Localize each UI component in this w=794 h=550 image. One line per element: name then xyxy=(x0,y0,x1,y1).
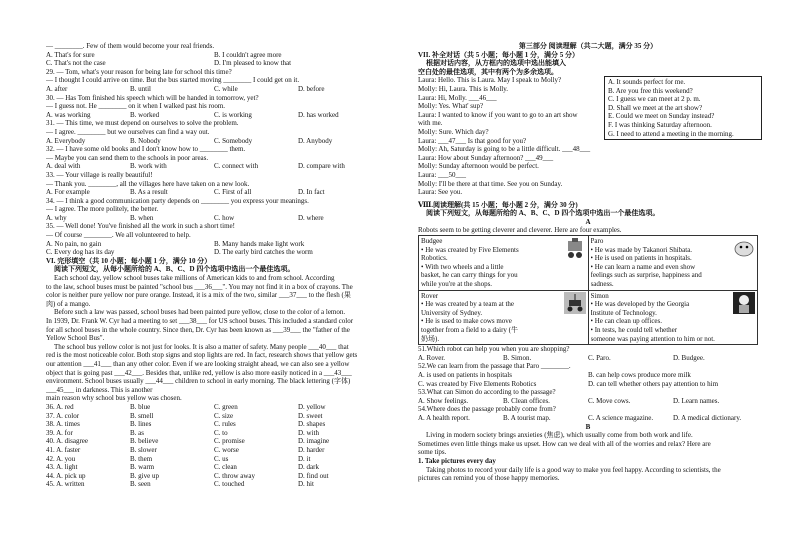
question-option: C. is working xyxy=(214,110,252,119)
question-sub: — Thank you. ________, all the villages here have taken on a new look. xyxy=(46,179,250,188)
cloze-option: D. shapes xyxy=(298,420,326,429)
reading-option: A. is used on patients in hospitals xyxy=(418,370,512,379)
reading-question-stem: 52.We can learn from the passage that Paro ________. xyxy=(418,362,571,371)
cloze-option: 37. A. color xyxy=(46,411,80,420)
paro-robot-image xyxy=(733,237,755,259)
robot-desc-line: • In tests, he could tell whether xyxy=(590,326,678,334)
robot-desc-line: Robotics. xyxy=(421,254,448,263)
question-option: B. Nobody xyxy=(130,136,161,145)
cloze-option: 36. A. red xyxy=(46,402,74,411)
q28-option-c: C. That's not the case xyxy=(46,59,106,68)
dialogue-line: Laura: How about Sunday afternoon? ___49___ xyxy=(418,153,554,162)
cloze-option-row xyxy=(46,472,382,481)
dialogue-option: D. Shall we meet at the art show? xyxy=(608,103,703,112)
question-options-row xyxy=(46,85,382,94)
cloze-line: In 1939, Dr. Frank W. Cyr had a meeting to set ___38___ for US school buses. This included a standard color xyxy=(46,317,354,325)
question-options-row xyxy=(46,240,382,249)
question-option: A. For example xyxy=(46,188,90,197)
question-options-row xyxy=(46,111,382,120)
reading-option: C. Paro. xyxy=(588,353,611,362)
cloze-option-row xyxy=(46,429,382,438)
cloze-option-row xyxy=(46,420,382,429)
tip1-line: pictures can remind you of those happy memories. xyxy=(418,474,560,483)
robot-budgee-text xyxy=(421,237,519,289)
question-option: A. deal with xyxy=(46,162,81,171)
cloze-option: B. lines xyxy=(130,420,152,429)
robot-desc-line: • With two wheels and a little xyxy=(421,262,504,271)
cloze-option: C. to xyxy=(214,428,228,437)
robot-desc-line: • He was created by Five Elements xyxy=(421,245,519,254)
cloze-option: B. seen xyxy=(130,480,151,489)
robots-table xyxy=(418,235,758,345)
robots-row-1 xyxy=(419,236,758,291)
cloze-option: 43. A. light xyxy=(46,463,78,472)
left-column xyxy=(46,42,382,489)
question-sub: — I agree. ________ but we ourselves can find a way out. xyxy=(46,127,210,136)
question-option: C. how xyxy=(214,213,235,222)
robots-row-2 xyxy=(419,290,758,345)
section8-title: Ⅷ.阅读理解(共 15 小题；每小题 2 分，满分 30 分) xyxy=(418,200,578,209)
robot-cell-paro xyxy=(588,236,758,291)
robot-name: Rover xyxy=(421,291,439,300)
cloze-option: D. hit xyxy=(298,480,314,489)
passage-b-line: some tips. xyxy=(418,448,447,457)
question-option: A. Everybody xyxy=(46,136,86,145)
question-option: D. In fact xyxy=(298,188,325,197)
question-sub: — Maybe you can send them to the schools in poor areas. xyxy=(46,153,209,162)
question-option: B. Many hands make light work xyxy=(214,239,305,248)
budgee-robot-image xyxy=(564,237,586,259)
robot-name: Paro xyxy=(590,237,604,246)
question-option: D. before xyxy=(298,84,325,93)
reading-question-stem: 54.Where does the passage probably come from? xyxy=(418,405,556,414)
question-option: C. Every dog has its day xyxy=(46,248,115,257)
cloze-passage xyxy=(46,274,382,403)
q28-option-b: B. I couldn't agree more xyxy=(214,50,282,59)
robot-name: Budgee xyxy=(421,237,443,246)
question-option: B. worked xyxy=(130,110,160,119)
dialogue-line: Laura: ___47___ Is that good for you? xyxy=(418,136,527,145)
dialogue-line: Laura: I wanted to know if you want to go to an art show xyxy=(418,110,578,119)
reading-option: B. A tourist map. xyxy=(503,413,551,422)
robot-desc-line: • He was created by a team at the xyxy=(421,300,515,309)
cloze-line: Before such a law was passed, school buses had been painted pure yellow, close to the color of a lemon. xyxy=(54,308,346,317)
question-option: C. connect with xyxy=(214,162,259,171)
simon-robot-image xyxy=(733,292,755,314)
robot-desc-line: sadness. xyxy=(590,280,614,289)
reading-option: B. can help cows produce more milk xyxy=(588,370,691,379)
reading-option: B. Simon. xyxy=(503,353,532,362)
cloze-line: object that is going past ___42___. Besides that, unlike red, yellow is also more easily noticed in a ___43___ xyxy=(46,368,352,377)
question-option: A. why xyxy=(46,213,67,222)
reading-option: D. Learn names. xyxy=(673,396,720,405)
section7-instruction-2: 空白处的最佳选项，其中有两个为多余选项。 xyxy=(418,67,558,76)
robot-desc-line: • He is used to make cows move xyxy=(421,317,512,326)
cloze-option-row xyxy=(46,446,382,455)
section7-title: VII. 补全对话（共 5 小题；每小题 1 分，满分 5 分） xyxy=(418,50,580,59)
cloze-line: to the law, school buses must be painted "school bus ___36___". You may not find it in a box of crayons. The xyxy=(46,282,353,291)
dialogue-line: Laura: ___50___ xyxy=(418,170,467,179)
question-option: B. until xyxy=(130,84,152,93)
robot-desc-line: feelings such as surprise, happiness and xyxy=(590,271,702,280)
robot-desc-line: • He is used on patients in hospitals. xyxy=(590,254,692,263)
cloze-line: environment. School buses usually ___44___ children to school in early morning. The black lettering (字体) xyxy=(46,377,351,386)
dialogue-line: Molly: Hi, Laura. This is Molly. xyxy=(418,84,509,93)
cloze-option: B. them xyxy=(130,454,153,463)
dialogue-line: Molly: I'll be there at that time. See you on Sunday. xyxy=(418,179,563,188)
question-stem: 31. — This time, we must depend on ourselves to solve the problem. xyxy=(46,119,239,128)
cloze-line: 肉) of a mango. xyxy=(46,299,91,308)
cloze-option-row xyxy=(46,412,382,421)
robot-cell-budgee xyxy=(419,236,589,291)
robot-desc-line: • He can learn a name and even show xyxy=(590,262,696,271)
dialogue-option: F. I was thinking Saturday afternoon. xyxy=(608,120,712,129)
robot-desc-line: • He was developed by the Georgia xyxy=(590,300,690,309)
reading-question-stem: 53.What can Simon do according to the passage? xyxy=(418,388,556,397)
dialogue-option: G. I need to attend a meeting in the morning. xyxy=(608,129,734,138)
cloze-line: Yellow School Bus". xyxy=(46,334,105,343)
cloze-option: D. dark xyxy=(298,463,319,472)
section6-instruction: 阅读下列短文，从每小题所给的 A、B、C、D 四个选项中选出一个最佳选项。 xyxy=(54,265,295,274)
robot-cell-rover xyxy=(419,290,589,345)
q28-answer-line: — ________. Few of them would become your real friends. xyxy=(46,42,215,50)
reading-options-row xyxy=(418,380,758,389)
dialogue-lines xyxy=(418,76,604,196)
question-sub: — I thought I could arrive on time. But the bus started moving ________ I could get on it. xyxy=(46,76,300,85)
cloze-option: D. sweet xyxy=(298,411,323,420)
question-stem: 35. — Well done! You've finished all the work in such a short time! xyxy=(46,222,235,231)
cloze-option: B. slower xyxy=(130,445,157,454)
robot-desc-line: • He can clean up offices. xyxy=(590,317,663,326)
robot-cell-simon xyxy=(588,290,758,345)
dialogue-option: C. I guess we can meet at 2 p. m. xyxy=(608,95,701,104)
cloze-option-row xyxy=(46,455,382,464)
q28-option-d: D. I'm pleased to know that xyxy=(214,59,292,68)
question-option: D. Anybody xyxy=(298,136,333,145)
robot-desc-line: basket, he can carry things for you xyxy=(421,271,518,280)
passage-b xyxy=(418,431,758,457)
cloze-option-row xyxy=(46,403,382,412)
reading-option: D. A medical dictionary. xyxy=(673,413,742,422)
reading-option: D. Budgee. xyxy=(673,353,705,362)
cloze-option: B. warm xyxy=(130,463,155,472)
passage-a-label: A xyxy=(585,217,591,226)
cloze-options xyxy=(46,403,382,489)
robot-desc-line: together from a field to a dairy (牛 xyxy=(421,326,518,334)
reading-option: C. was created by Five Elements Robotics xyxy=(418,379,537,388)
question-option: A. after xyxy=(46,84,68,93)
question-stem: 30. — Has Tom finished his speech which will be handed in tomorrow, yet? xyxy=(46,93,259,102)
robot-desc-line: while you're at the shops. xyxy=(421,280,493,289)
section6-title: VI. 完形填空（共 10 小题；每小题 1 分，满分 10 分） xyxy=(46,256,212,265)
cloze-option: D. it xyxy=(298,454,311,463)
cloze-option: C. clean xyxy=(214,463,237,472)
cloze-option: 45. A. written xyxy=(46,480,85,489)
reading-options-row xyxy=(418,371,758,380)
reading-option: B. Clean offices. xyxy=(503,396,550,405)
q28-option-a: A. That's for sure xyxy=(46,50,95,59)
dialogue-option: A. It sounds perfect for me. xyxy=(608,78,686,86)
q28-options-row1 xyxy=(46,51,382,60)
question-option: C. while xyxy=(214,84,238,93)
dialogue-line: Molly: Sure. Which day? xyxy=(418,127,489,136)
passage-b-line: Living in modern society brings anxieties (焦虑), which usually come from both work and life. xyxy=(426,431,693,440)
section7-instruction-1: 根据对话内容，从方框内的选项中选出能填入 xyxy=(426,59,566,68)
cloze-option: C. rules xyxy=(214,420,236,429)
cloze-line: Each school day, yellow school buses take millions of American kids to and from school. According xyxy=(54,274,335,283)
cloze-line: ___45___ in darkness. This is another xyxy=(46,385,153,394)
right-column xyxy=(418,42,758,483)
cloze-option: B. believe xyxy=(130,437,159,446)
reading-questions xyxy=(418,345,758,422)
dialogue-line: Molly: Sunday afternoon would be perfect. xyxy=(418,162,539,171)
cloze-option: D. harder xyxy=(298,445,325,454)
cloze-option: 41. A. faster xyxy=(46,445,81,454)
question-options-row xyxy=(46,188,382,197)
question-option: A. was working xyxy=(46,110,91,119)
dialogue-options-list xyxy=(608,78,758,138)
cloze-option: C. green xyxy=(214,402,238,411)
cloze-option: 42. A. you xyxy=(46,454,76,463)
question-options-row xyxy=(46,214,382,223)
question-option: C. First of all xyxy=(214,188,252,197)
question-stem: 29. — Tom, what's your reason for being late for school this time? xyxy=(46,67,232,76)
cloze-line: color is neither pure yellow nor pure orange. Instead, it is a mix of the two, similar ___37___ to the flesh (果 xyxy=(46,291,351,300)
reading-option: D. can tell whether others pay attention to him xyxy=(588,379,719,388)
robot-name: Simon xyxy=(590,291,609,300)
robot-desc-line: 奶场). xyxy=(421,334,440,343)
passage-a-intro: Robots seem to be getting cleverer and cleverer. Here are four examples. xyxy=(418,226,622,235)
robot-desc-line: Institute of Technology. xyxy=(590,308,657,317)
tip1-line: Taking photos to record your daily life is a good way to make you feel happy. According to scientists, the xyxy=(426,465,721,474)
cloze-option: B. give up xyxy=(130,471,159,480)
cloze-option-row xyxy=(46,463,382,472)
reading-question-stem: 51.Which robot can help you when you are shopping? xyxy=(418,345,570,354)
reading-options-row xyxy=(418,397,758,406)
question-option: A. No pain, no gain xyxy=(46,239,102,248)
dialogue-left xyxy=(418,51,604,197)
reading-options-row xyxy=(418,414,758,423)
reading-option: C. A science magazine. xyxy=(588,413,654,422)
reading-option: C. Move cows. xyxy=(588,396,631,405)
dialogue-option: E. Could we meet on Sunday instead? xyxy=(608,112,715,121)
cloze-line: our attention ___41___ than any other color. Even if we are looking straight ahead, we can also see a yellow xyxy=(46,359,350,368)
section8-instruction: 阅读下列短文，从每题所给的 A、B、C、D 四个选项中选出一个最佳选项。 xyxy=(426,209,660,218)
cloze-option: D. with xyxy=(298,428,319,437)
dialogue-option: B. Are you free this weekend? xyxy=(608,86,693,95)
question-option: B. work with xyxy=(130,162,167,171)
multiple-choice-questions xyxy=(46,68,382,257)
question-options-row xyxy=(46,137,382,146)
question-option: C. Somebody xyxy=(214,136,253,145)
cloze-line: for all school buses in the whole country. Since then, Dr. Cyr has been known as ___39___ the "father of the xyxy=(46,325,350,334)
dialogue-line: Molly: Ah, Saturday is going to be a little difficult. ___48___ xyxy=(418,145,591,154)
reading-option: A. Rover. xyxy=(418,353,446,362)
dialogue-line: Laura: Hi, Molly. ___46___ xyxy=(418,93,497,102)
robot-paro-text xyxy=(591,237,702,289)
robot-desc-line: University of Sydney. xyxy=(421,308,483,317)
q28-options-row2 xyxy=(46,59,382,68)
cloze-option: 39. A. for xyxy=(46,428,73,437)
dialogue-options-box xyxy=(604,76,762,140)
cloze-option: D. yellow xyxy=(298,402,326,411)
cloze-option: B. as xyxy=(130,428,144,437)
cloze-option-row xyxy=(46,480,382,489)
question-sub: — Of course ________. We all volunteered to help. xyxy=(46,231,191,240)
robot-simon-text xyxy=(591,292,715,344)
question-option: D. The early bird catches the worm xyxy=(214,248,313,257)
reading-option: A. A health report. xyxy=(418,413,470,422)
tip1-title: 1. Take pictures every day xyxy=(418,456,496,465)
cloze-option: D. imagine xyxy=(298,437,330,446)
question-option: B. As a result xyxy=(130,188,168,197)
reading-option: A. Show feelings. xyxy=(418,396,469,405)
dialogue-line: Molly: Yes. What' sup? xyxy=(418,102,484,111)
reading-options-row xyxy=(418,354,758,363)
cloze-option-row xyxy=(46,437,382,446)
cloze-option: C. throw away xyxy=(214,471,256,480)
robot-desc-line: someone was paying attention to him or not. xyxy=(590,334,715,343)
cloze-option: B. blue xyxy=(130,402,151,411)
cloze-line: red is the most noticeable color. Both stop signs and stop lights are red. In fact, research shows that yellow gets xyxy=(46,351,358,360)
question-option: D. has worked xyxy=(298,110,339,119)
question-options-row xyxy=(46,162,382,171)
tip1-text xyxy=(418,466,758,483)
cloze-option: C. us xyxy=(214,454,229,463)
cloze-option: 44. A. pick up xyxy=(46,471,86,480)
question-stem: 34. — I think a good communication party depends on ________ you express your meanings. xyxy=(46,196,309,205)
cloze-option: C. touched xyxy=(214,480,245,489)
robot-desc-line: • He was made by Takanori Shibata. xyxy=(590,245,693,254)
rover-robot-image xyxy=(564,292,586,314)
cloze-line: main reason why school bus yellow was chosen. xyxy=(46,394,182,403)
cloze-option: C. worse xyxy=(214,445,239,454)
cloze-line: The school bus yellow color is not just for looks. It is also a matter of safety. Many people ___40___ that xyxy=(54,342,349,351)
cloze-option: C. size xyxy=(214,411,234,420)
question-stem: 32. — I have some old books and I don't know how to ________ them. xyxy=(46,145,246,154)
dialogue-line: Laura: See you. xyxy=(418,188,463,197)
question-option: B. when xyxy=(130,213,154,222)
passage-b-line: Sometimes even little things make us upset. How can we deal with all of the worries and relax? Here are xyxy=(418,439,711,448)
question-option: D. compare with xyxy=(298,162,345,171)
cloze-option: 40. A. disagree xyxy=(46,437,88,446)
question-stem: 33. — Your village is really beautiful! xyxy=(46,170,153,179)
cloze-option: D. find out xyxy=(298,471,329,480)
dialogue-line: with me. xyxy=(418,119,443,128)
robot-rover-text xyxy=(421,292,518,344)
question-options-row xyxy=(46,248,382,257)
dialogue-line: Laura: Hello. This is Laura. May I speak to Molly? xyxy=(418,76,562,85)
part-title: 第三部分 阅读理解（共二大题，满分 35 分） xyxy=(518,42,658,50)
cloze-option: B. smell xyxy=(130,411,154,420)
question-option: D. where xyxy=(298,213,324,222)
cloze-option: 38. A. times xyxy=(46,420,80,429)
question-sub: — I guess not. He ________ on it when I walked past his room. xyxy=(46,102,226,111)
passage-b-label: B xyxy=(585,422,591,431)
question-sub: — I agree. The more politely, the better. xyxy=(46,205,159,214)
cloze-option: C. promise xyxy=(214,437,245,446)
